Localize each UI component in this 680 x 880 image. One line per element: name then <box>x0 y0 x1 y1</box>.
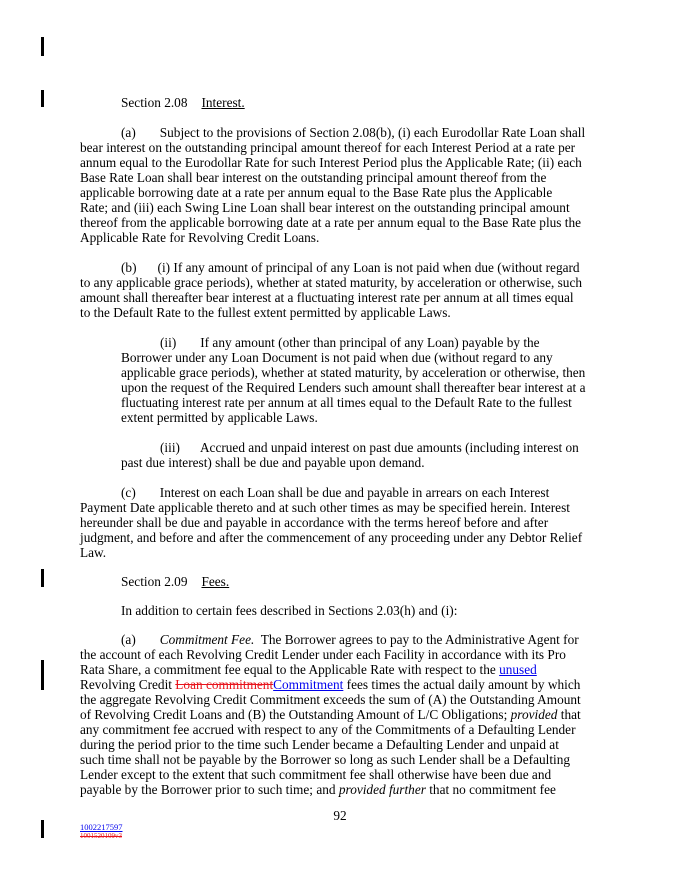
paragraph-line: (ii) If any amount (other than principal of any Loan) payable by the <box>160 335 540 350</box>
section-heading <box>121 574 229 589</box>
paragraph-line: past due interest) shall be due and payable upon demand. <box>121 455 425 470</box>
paragraph-line: fluctuating interest rate per annum at all times equal to the Default Rate to the fullest <box>121 395 572 410</box>
section-title: Fees. <box>201 574 230 589</box>
paragraph-line: Base Rate Loan shall bear interest on the outstanding principal amount thereof from the <box>80 170 547 185</box>
paragraph-line: payable by the Borrower prior to such time; and provided further that no commitment fee <box>80 782 556 797</box>
paragraph-line: of Revolving Credit Loans and (B) the Outstanding Amount of L/C Obligations; provided that <box>80 707 581 722</box>
paragraph-line: Rate; and (iii) each Swing Line Loan shall bear interest on the outstanding principal amount <box>80 200 570 215</box>
paragraph-line: Revolving Credit Loan commitmentCommitment fees times the actual daily amount by which <box>80 677 581 692</box>
deleted-text: Loan commitment <box>175 677 274 692</box>
paragraph-line: any commitment fee accrued with respect to any of the Commitments of a Defaulting Lender <box>80 722 576 737</box>
paragraph-line: hereunder shall be due and payable in accordance with the terms hereof before and after <box>80 515 549 530</box>
paragraph-line: bear interest on the outstanding principal amount thereof for each Interest Period at a rate per <box>80 140 576 155</box>
document-id-deleted: 1001520109v3 <box>80 832 122 840</box>
paragraph-line: during the period prior to the time such Lender became a Defaulting Lender and unpaid at <box>80 737 559 752</box>
paragraph-line: such time shall not be payable by the Borrower so long as such Lender shall be a Defaulting <box>80 752 571 767</box>
paragraph-line: Applicable Rate for Revolving Credit Loans. <box>80 230 320 245</box>
paragraph-line: In addition to certain fees described in Sections 2.03(h) and (i): <box>121 603 458 618</box>
document-id: 1002217597 <box>80 822 123 832</box>
paragraph-line: (a) Commitment Fee. The Borrower agrees to pay to the Administrative Agent for <box>121 632 579 647</box>
paragraph-line: Payment Date applicable thereto and at such other times as may be specified herein. Interest <box>80 500 570 515</box>
section-title: Interest. <box>201 95 245 110</box>
paragraph-line: extent permitted by applicable Laws. <box>121 410 318 425</box>
paragraph-line: the aggregate Revolving Credit Commitment exceeds the sum of (A) the Outstanding Amount <box>80 692 581 707</box>
section-number: Section 2.08 <box>121 95 188 110</box>
paragraph-line: (a) Subject to the provisions of Section 2.08(b), (i) each Eurodollar Rate Loan shall <box>121 125 586 140</box>
paragraph-line: applicable borrowing date at a rate per annum equal to the Base Rate plus the Applicable <box>80 185 553 200</box>
commitment-fee-heading: Commitment Fee. <box>159 632 255 647</box>
paragraph-line: upon the request of the Required Lenders such amount shall thereafter bear interest at a <box>121 380 586 395</box>
change-bar <box>41 90 44 107</box>
section-number: Section 2.09 <box>121 574 188 589</box>
paragraph-line: judgment, and before and after the commencement of any proceeding under any Debtor Relief <box>80 530 583 545</box>
paragraph-line: to the Default Rate to the fullest extent permitted by applicable Laws. <box>80 305 451 320</box>
change-bar <box>41 569 44 587</box>
section-heading <box>121 95 245 110</box>
paragraph-line: (iii) Accrued and unpaid interest on past due amounts (including interest on <box>160 440 579 455</box>
paragraph-line: to any applicable grace periods), whether at stated maturity, by acceleration or otherwise, such <box>80 275 583 290</box>
paragraph-line: Lender except to the extent that such commitment fee shall otherwise have been due and <box>80 767 552 782</box>
inserted-text: unused <box>499 662 537 677</box>
paragraph-line: (c) Interest on each Loan shall be due and payable in arrears on each Interest <box>121 485 550 500</box>
paragraph-line: Rata Share, a commitment fee equal to the Applicable Rate with respect to the unused <box>80 662 537 677</box>
change-bar <box>41 660 44 690</box>
paragraph-line: Borrower under any Loan Document is not paid when due (without regard to any <box>121 350 553 365</box>
paragraph-line: thereof from the applicable borrowing date at a rate per annum equal to the Base Rate plus the <box>80 215 582 230</box>
paragraph-line: (b) (i) If any amount of principal of any Loan is not paid when due (without regard <box>121 260 580 275</box>
paragraph-line: applicable grace periods), whether at stated maturity, by acceleration or otherwise, then <box>121 365 586 380</box>
inserted-text: Commitment <box>273 677 344 692</box>
paragraph-line: amount shall thereafter bear interest at a fluctuating interest rate per annum at all times equal <box>80 290 574 305</box>
change-bar <box>41 37 44 56</box>
page-number: 92 <box>333 808 347 823</box>
paragraph-line: the account of each Revolving Credit Lender under each Facility in accordance with its Pro <box>80 647 566 662</box>
paragraph-line: annum equal to the Eurodollar Rate for such Interest Period plus the Applicable Rate; (ii) each <box>80 155 582 170</box>
paragraph-line: Law. <box>80 545 107 560</box>
